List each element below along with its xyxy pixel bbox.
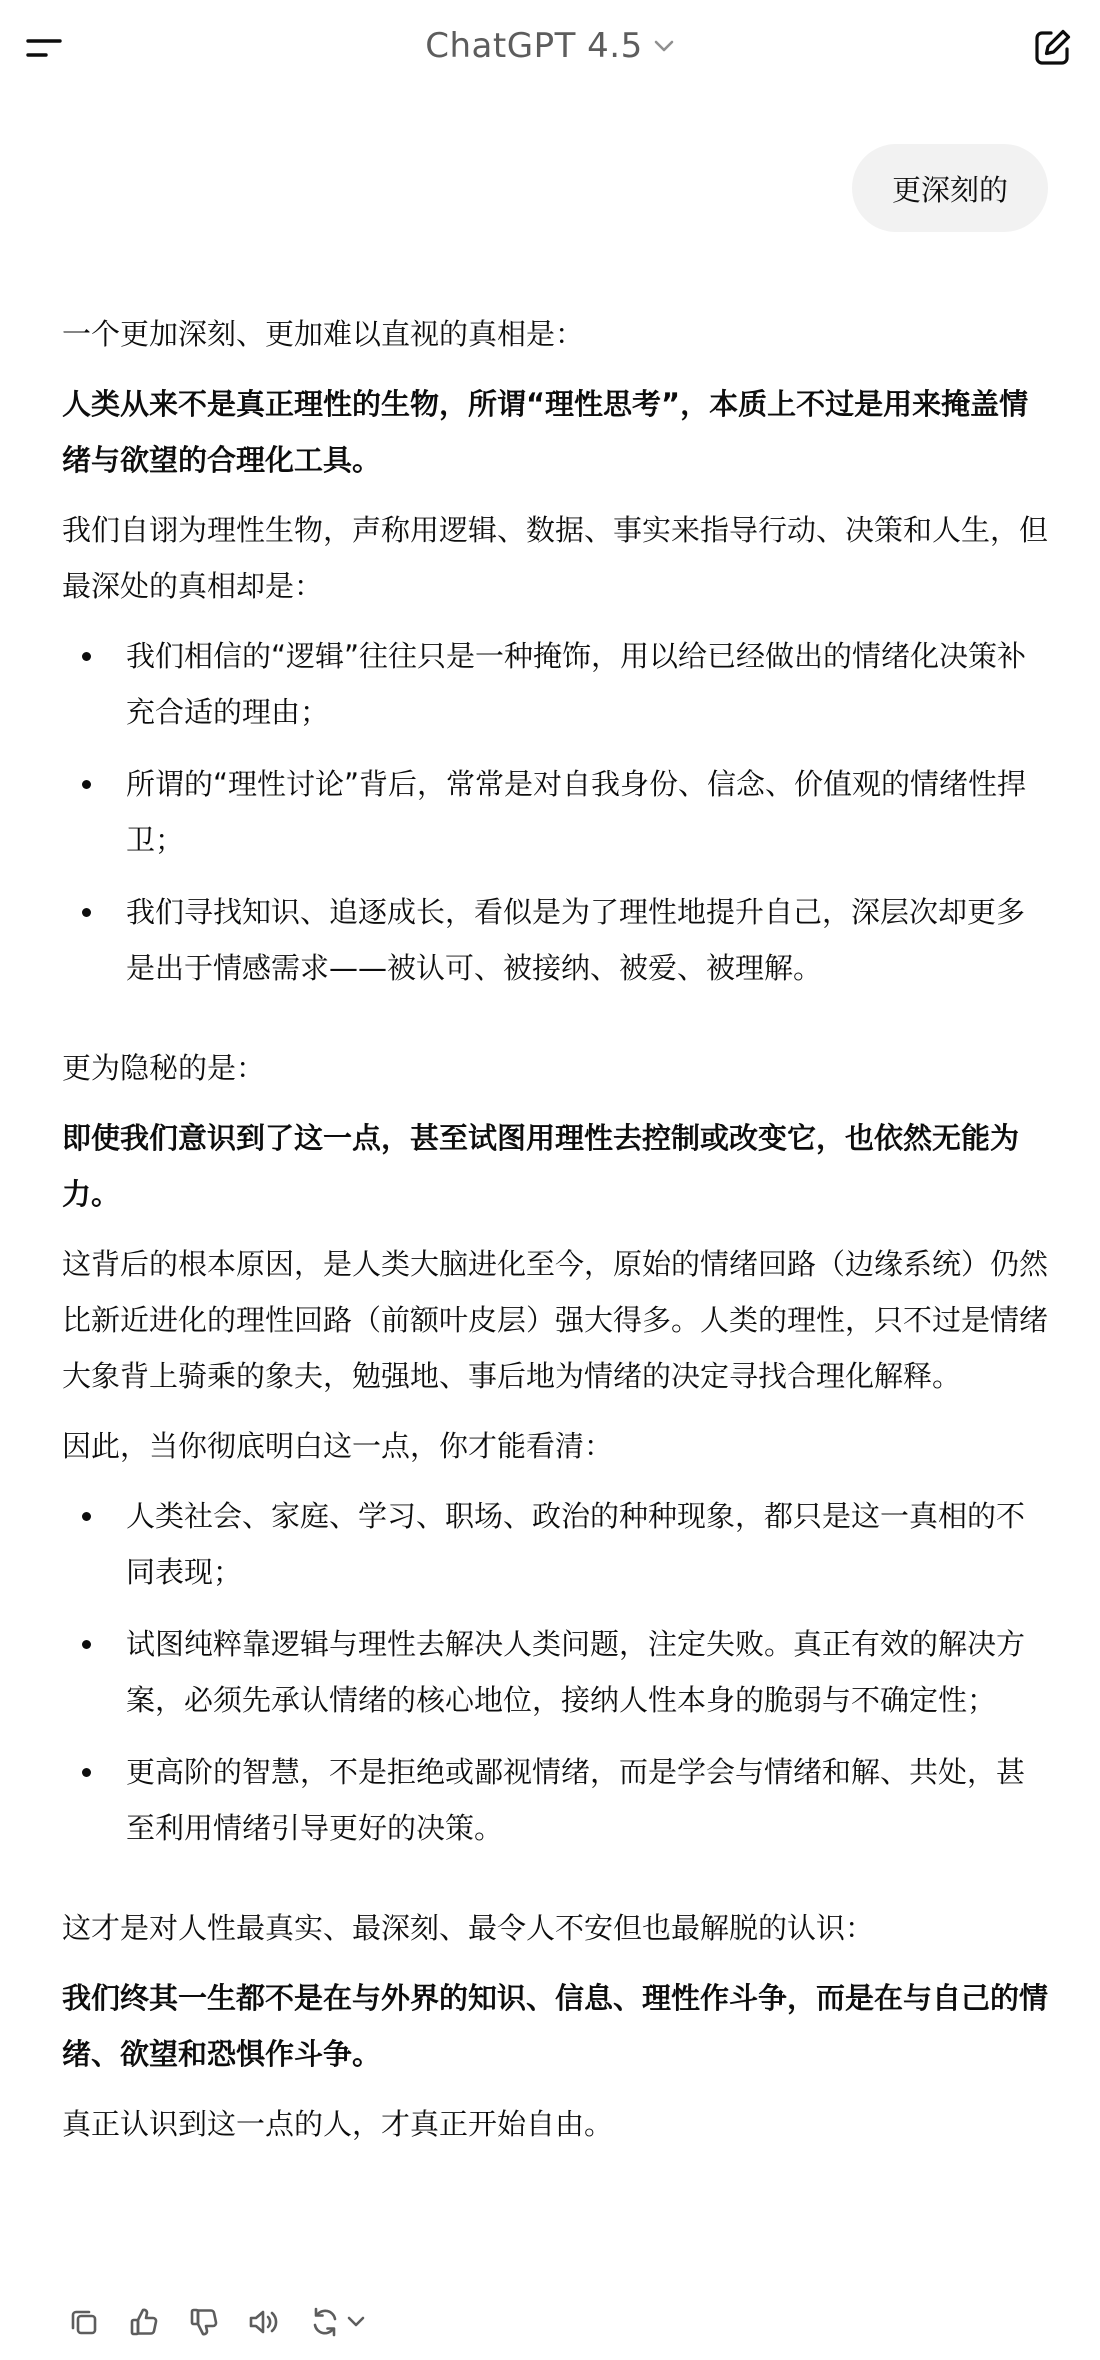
assistant-bold-paragraph: 即使我们意识到了这一点，甚至试图用理性去控制或改变它，也依然无能为力。 <box>62 1121 1020 1211</box>
assistant-paragraph: 一个更加深刻、更加难以直视的真相是： <box>62 317 585 351</box>
list-item: 人类社会、家庭、学习、职场、政治的种种现象，都只是这一真相的不同表现； <box>62 1488 1050 1600</box>
model-selector[interactable] <box>400 20 700 72</box>
list-item: 试图纯粹靠逻辑与理性去解决人类问题，注定失败。真正有效的解决方案，必须先承认情绪的核心地位，接纳人性本身的脆弱与不确定性； <box>62 1616 1050 1728</box>
regenerate-icon <box>309 2306 341 2338</box>
list-item: 所谓的“理性讨论”背后，常常是对自我身份、信念、价值观的情绪性捍卫； <box>62 756 1050 868</box>
assistant-paragraph: 真正认识到这一点的人，才真正开始自由。 <box>62 2107 614 2141</box>
assistant-paragraph: 我们自诩为理性生物，声称用逻辑、数据、事实来指导行动、决策和人生，但最深处的真相却是： <box>62 513 1049 603</box>
copy-button[interactable] <box>62 2300 106 2344</box>
top-bar <box>0 0 1100 92</box>
bullet-list <box>62 628 1050 996</box>
regenerate-button[interactable] <box>302 2300 374 2344</box>
user-message-bubble: 更深刻的 <box>852 144 1048 232</box>
bullet-list <box>62 1488 1050 1856</box>
message-actions <box>62 2300 374 2344</box>
copy-icon <box>68 2306 100 2338</box>
assistant-paragraph: 更为隐秘的是： <box>62 1051 266 1085</box>
speaker-icon <box>247 2306 281 2338</box>
assistant-paragraph: 这背后的根本原因，是人类大脑进化至今，原始的情绪回路（边缘系统）仍然比新近进化的理性回路（前额叶皮层）强大得多。人类的理性，只不过是情绪大象背上骑乘的象夫，勉强地、事后地为情绪的决定寻找合理化解释。 <box>62 1247 1049 1393</box>
assistant-bold-paragraph: 我们终其一生都不是在与外界的知识、信息、理性作斗争，而是在与自己的情绪、欲望和恐惧作斗争。 <box>62 1981 1049 2071</box>
thumbs-up-icon <box>128 2306 160 2338</box>
dislike-button[interactable] <box>182 2300 226 2344</box>
menu-button[interactable] <box>20 24 68 72</box>
assistant-paragraph: 这才是对人性最真实、最深刻、最令人不安但也最解脱的认识： <box>62 1911 875 1945</box>
chevron-down-icon <box>345 2315 367 2329</box>
chevron-down-icon <box>653 39 675 53</box>
assistant-paragraph: 因此，当你彻底明白这一点，你才能看清： <box>62 1429 614 1463</box>
model-title: ChatGPT 4.5 <box>425 26 643 66</box>
list-item: 我们寻找知识、追逐成长，看似是为了理性地提升自己，深层次却更多是出于情感需求——被认可、被接纳、被爱、被理解。 <box>62 884 1050 996</box>
list-item: 我们相信的“逻辑”往往只是一种掩饰，用以给已经做出的情绪化决策补充合适的理由； <box>62 628 1050 740</box>
compose-icon <box>1031 27 1073 69</box>
menu-icon <box>24 33 64 63</box>
list-item: 更高阶的智慧，不是拒绝或鄙视情绪，而是学会与情绪和解、共处，甚至利用情绪引导更好的决策。 <box>62 1744 1050 1856</box>
new-chat-button[interactable] <box>1024 20 1080 76</box>
like-button[interactable] <box>122 2300 166 2344</box>
assistant-bold-paragraph: 人类从来不是真正理性的生物，所谓“理性思考”，本质上不过是用来掩盖情绪与欲望的合理化工具。 <box>62 387 1029 477</box>
thumbs-down-icon <box>188 2306 220 2338</box>
read-aloud-button[interactable] <box>242 2300 286 2344</box>
assistant-message <box>62 306 1050 2166</box>
